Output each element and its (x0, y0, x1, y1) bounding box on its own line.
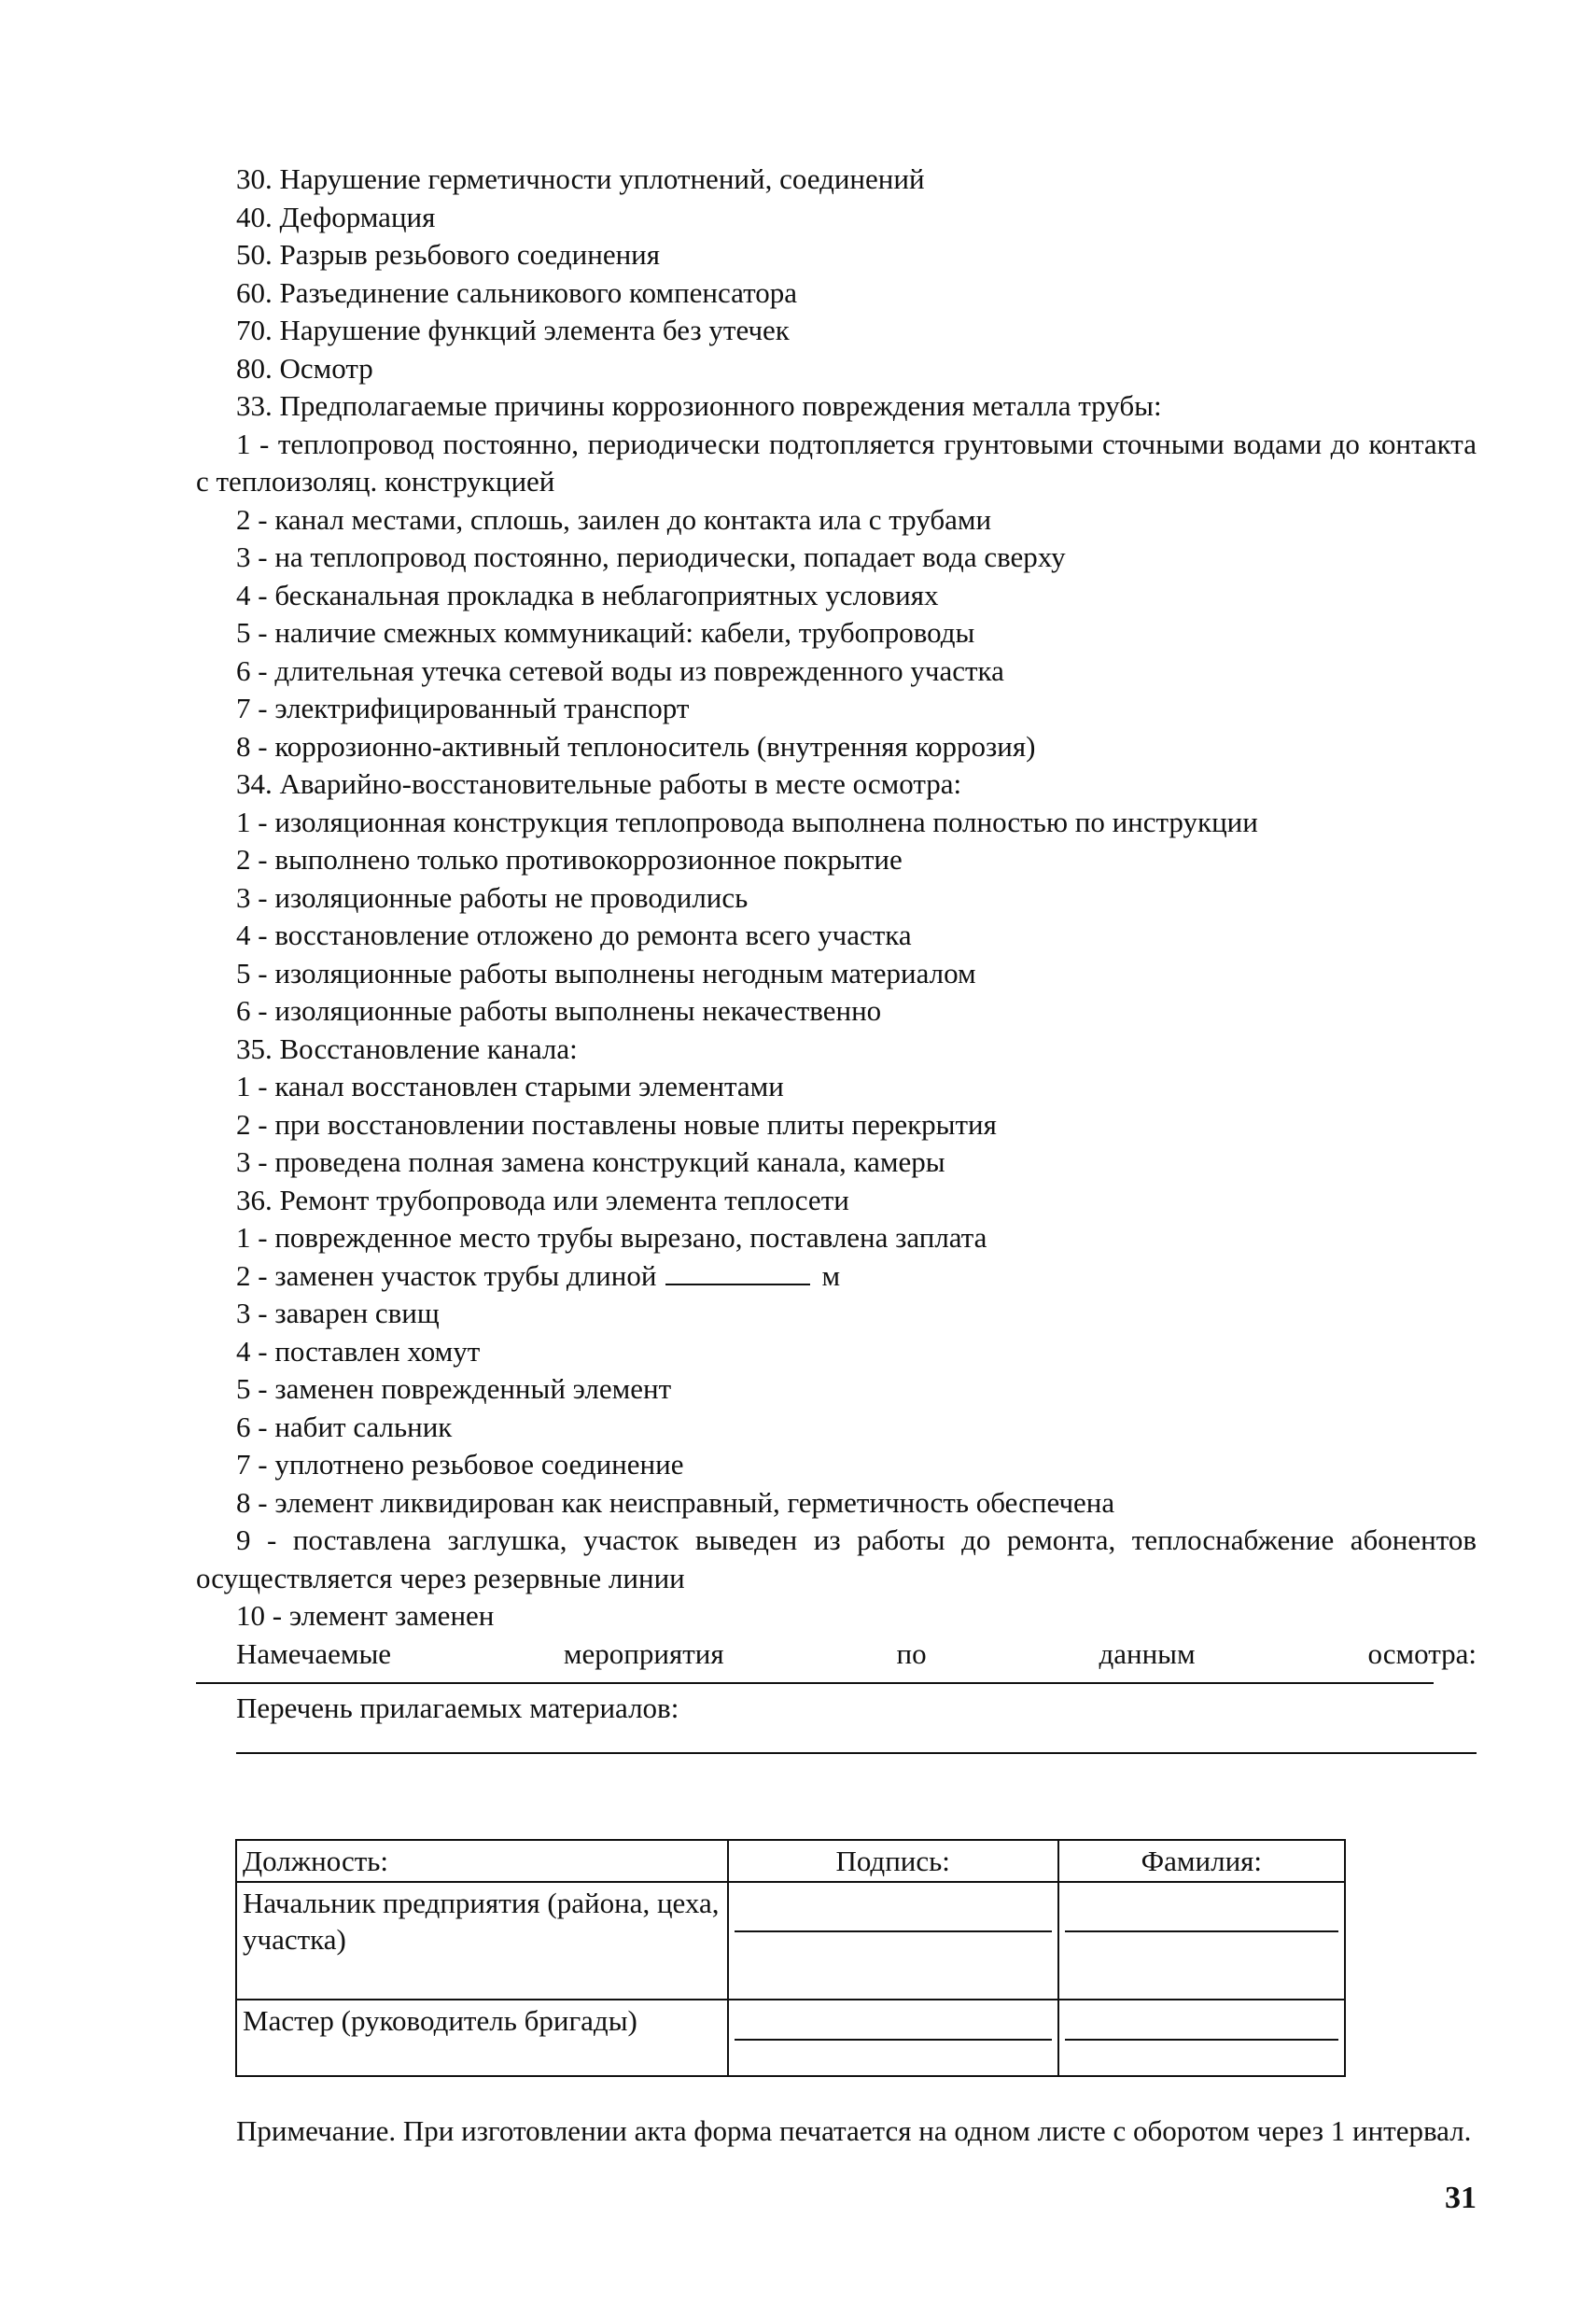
text-line: 30. Нарушение герметичности уплотнений, соединений (236, 162, 925, 195)
signature-table (235, 1839, 1346, 2077)
text-line: 1 - поврежденное место трубы вырезано, поставлена заплата (236, 1221, 987, 1254)
text-line: 3 - заварен свищ (236, 1297, 440, 1329)
text-line: 7 - уплотнено резьбовое соединение (236, 1448, 684, 1481)
signature-field[interactable] (735, 1930, 1052, 1932)
planned-measures-label: Намечаемые мероприятия по данным осмотра: (236, 1636, 1477, 1670)
text-line: 1 - канал восстановлен старыми элементами (236, 1070, 784, 1102)
section-heading-35: 35. Восстановление канала: (236, 1032, 578, 1065)
text-line: 2 - при восстановлении поставлены новые плиты перекрытия (236, 1107, 997, 1141)
form-body (196, 161, 1477, 1754)
text-line: 3 - проведена полная замена конструкций канала, камеры (236, 1145, 945, 1178)
text-paragraph: 1 - теплопровод постоянно, периодически подтопляется грунтовыми сточными водами до контакта с теплоизоляц. конструкцией (196, 427, 1477, 498)
text-line: 60. Разъединение сальникового компенсатора (236, 275, 798, 309)
table-row (236, 1882, 1345, 2000)
text-line: 2 - выполнено только противокоррозионное покрытие (236, 843, 903, 876)
text-line: 8 - коррозионно-активный теплоноситель (внутренняя коррозия) (236, 729, 1036, 763)
text-line: 80. Осмотр (236, 351, 373, 385)
text-line: 5 - заменен поврежденный элемент (236, 1372, 672, 1405)
header-position: Должность: (236, 1840, 728, 1882)
header-surname: Фамилия: (1058, 1840, 1345, 1882)
text-line: 50. Разрыв резьбового соединения (236, 238, 661, 271)
table-header-row (236, 1840, 1345, 1882)
text-line: 3 - изоляционные работы не проводились (236, 880, 749, 914)
text-line: 2 - канал местами, сплошь, заилен до контакта ила с трубами (236, 502, 992, 536)
text-paragraph: 9 - поставлена заглушка, участок выведен из работы до ремонта, теплоснабжение абонентов осуществляется через резервные линии (196, 1523, 1477, 1594)
table-row (236, 2000, 1345, 2076)
text-line: 7 - электрифицированный транспорт (236, 692, 690, 724)
pipe-length-line (196, 1257, 1477, 1296)
text-line: 5 - наличие смежных коммуникаций: кабели, трубопроводы (236, 616, 975, 649)
text-line: 4 - бесканальная прокладка в неблагоприятных условиях (236, 578, 939, 611)
text-line: 1 - изоляционная конструкция теплопровода выполнена полностью по инструкции (236, 805, 1258, 838)
position-cell: Начальник предприятия (района, цеха, участка) (236, 1882, 728, 2000)
footnote: Примечание. При изготовлении акта форма печатается на одном листе с оборотом через 1 интервал. (236, 2114, 1472, 2147)
text-line: 6 - длительная утечка сетевой воды из поврежденного участка (236, 653, 1004, 687)
signature-cell (728, 1882, 1058, 2000)
text-line: 70. Нарушение функций элемента без утечек (236, 314, 790, 346)
materials-label: Перечень прилагаемых материалов: (236, 1691, 679, 1724)
text-line: 6 - изоляционные работы выполнены некачественно (236, 994, 882, 1027)
signature-cell (728, 2000, 1058, 2076)
surname-field[interactable] (1065, 1930, 1338, 1932)
surname-cell (1058, 1882, 1345, 2000)
section-heading-34: 34. Аварийно-восстановительные работы в месте осмотра: (236, 767, 962, 800)
signature-field[interactable] (735, 2039, 1052, 2041)
planned-measures-field[interactable] (196, 1682, 1434, 1684)
position-cell: Мастер (руководитель бригады) (236, 2000, 728, 2076)
page-number: 31 (1445, 2181, 1477, 2215)
materials-field[interactable] (236, 1752, 1477, 1754)
text-line: 10 - элемент заменен (236, 1599, 495, 1632)
text-line: 3 - на теплопровод постоянно, периодически, попадает вода сверху (236, 540, 1066, 573)
pipe-length-label: 2 - заменен участок трубы длиной (236, 1258, 657, 1292)
section-heading-33: 33. Предполагаемые причины коррозионного повреждения металла трубы: (236, 389, 1162, 422)
surname-cell (1058, 2000, 1345, 2076)
text-line: 4 - поставлен хомут (236, 1334, 481, 1368)
text-line: 6 - набит сальник (236, 1410, 453, 1443)
text-line: 4 - восстановление отложено до ремонта всего участка (236, 919, 912, 951)
pipe-length-unit: м (821, 1258, 841, 1292)
section-heading-36: 36. Ремонт трубопровода или элемента теплосети (236, 1183, 849, 1216)
surname-field[interactable] (1065, 2039, 1338, 2041)
header-signature: Подпись: (728, 1840, 1058, 1882)
pipe-length-field[interactable] (665, 1257, 810, 1285)
text-line: 40. Деформация (236, 200, 436, 233)
text-line: 8 - элемент ликвидирован как неисправный, герметичность обеспечена (236, 1485, 1115, 1519)
text-line: 5 - изоляционные работы выполнены негодным материалом (236, 956, 976, 990)
